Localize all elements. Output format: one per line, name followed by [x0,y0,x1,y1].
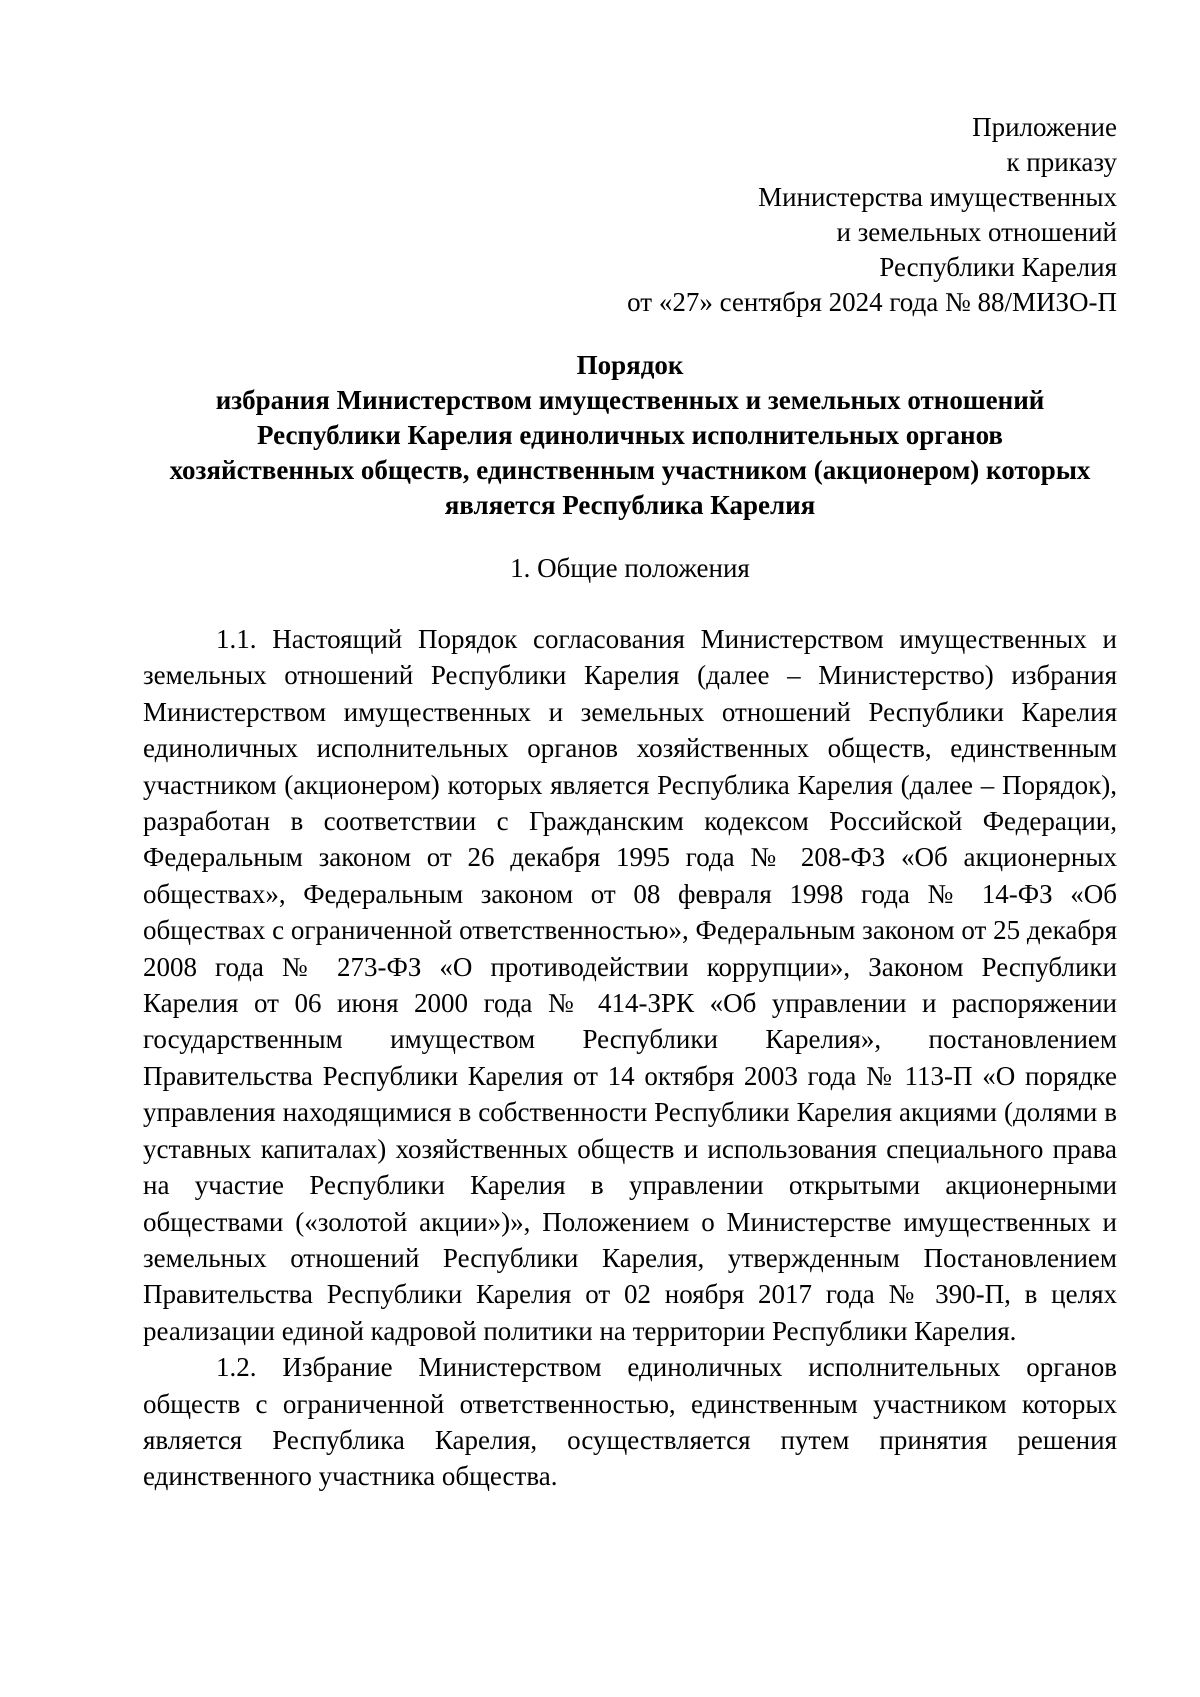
appendix-line: Приложение [972,112,1117,142]
paragraph-1-2: 1.2. Избрание Министерством единоличных исполнительных органов обществ с ограниченной ответственностью, единственным участником которых является Республика Карелия, осуществляется путем принятия решения единственного участника общества. [143,1352,1117,1492]
document-page [143,110,1117,1495]
appendix-line: и земельных отношений [836,217,1117,247]
appendix-line: от «27» сентября 2024 года № 88/МИЗО-П [627,287,1117,317]
title-line: Республики Карелия единоличных исполнительных органов [257,420,1003,450]
section-heading: 1. Общие положения [510,553,750,583]
title-line: является Республика Карелия [444,490,816,520]
appendix-block [143,110,1117,320]
title-line: хозяйственных обществ, единственным участником (акционером) которых [169,455,1091,485]
appendix-line: Республики Карелия [879,252,1117,282]
appendix-line: к приказу [1006,147,1117,177]
paragraph-1-1: 1.1. Настоящий Порядок согласования Министерством имущественных и земельных отношений Республики Карелия (далее – Министерство) избрания Министерством имущественных и земельных отношений Республики Карелия единоличных исполнительных органов хозяйственных обществ, единственным участником (акционером) которых является Республика Карелия (далее – Порядок), разработан в соответствии с Гражданским кодексом Российской Федерации, Федеральным законом от 26 декабря 1995 года № 208-ФЗ «Об акционерных обществах», Федеральным законом от 08 февраля 1998 года № 14-ФЗ «Об обществах с ограниченной ответственностью», Федеральным законом от 25 декабря 2008 года № 273-ФЗ «О противодействии коррупции», Законом Республики Карелия от 06 июня 2000 года № 414-ЗРК «Об управлении и распоряжении государственным имуществом Республики Карелия», постановлением Правительства Республики Карелия от 14 октября 2003 года № 113-П «О порядке управления находящимися в собственности Республики Карелия акциями (долями в уставных капиталах) хозяйственных обществ и использования специального права на участие Республики Карелия в управлении открытыми акционерными обществами («золотой акции»)», Положением о Министерстве имущественных и земельных отношений Республики Карелия, утвержденным Постановлением Правительства Республики Карелия от 02 ноября 2017 года № 390-П, в целях реализации единой кадровой политики на территории Республики Карелия. [143,624,1117,1346]
title-line: Порядок [576,350,684,380]
title-line: избрания Министерством имущественных и земельных отношений [215,385,1045,415]
document-body [143,621,1117,1495]
appendix-line: Министерства имущественных [758,182,1117,212]
document-title [143,348,1117,523]
